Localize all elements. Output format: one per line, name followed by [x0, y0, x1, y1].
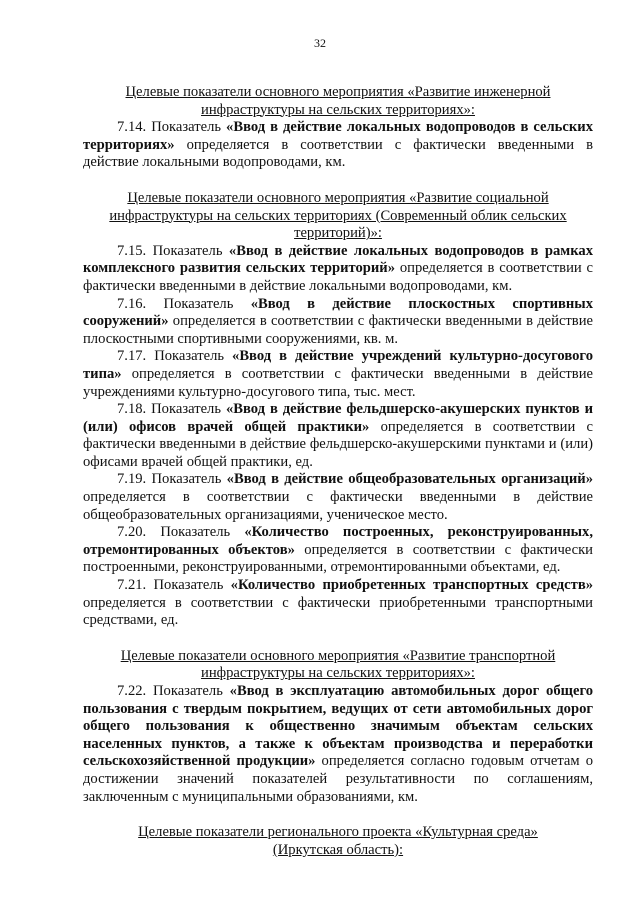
indicator-name: «Ввод в действие локальных водопроводов в рамках комплексного развития сельских территорий»	[83, 242, 593, 277]
indicator-paragraph	[83, 296, 593, 349]
indicator-paragraph	[83, 471, 593, 524]
heading-line: Целевые показатели основного мероприятия «Развитие транспортной	[120, 647, 556, 664]
indicator-lead: 7.22. Показатель	[117, 683, 230, 699]
section-engineering-infrastructure	[83, 84, 593, 172]
indicator-name: «Ввод в действие учреждений культурно-досугового типа»	[83, 348, 593, 382]
indicator-lead: 7.14. Показатель	[117, 119, 227, 136]
heading-line: инфраструктуры на сельских территориях (Современный облик сельских	[109, 207, 567, 224]
indicator-description: определяется в соответствии с фактически введенными в действие фельдшерско-акушерскими пунктами и (или) офисами врачей общей практики, ед.	[83, 418, 593, 470]
indicator-name: «Ввод в действие фельдшерско-акушерских пунктов и (или) офисов врачей общей практики»	[83, 401, 593, 435]
heading-line: (Иркутская область):	[272, 841, 404, 858]
indicator-description: определяется согласно годовым отчетам о достижении значений показателей результативности по соглашениям, заключенным с муниципальными образованиями, км.	[83, 753, 593, 805]
indicator-description: определяется в соответствии с фактически введенными в действие общеобразовательных организациями, ученическое место.	[83, 489, 593, 523]
indicator-lead: 7.19. Показатель	[117, 471, 227, 488]
indicator-description: определяется в соответствии с фактически введенными в действие плоскостными спортивными сооружениями, кв. м.	[83, 313, 593, 347]
indicator-lead: 7.17. Показатель	[117, 348, 233, 365]
section-transport-infrastructure	[83, 648, 593, 806]
indicator-paragraph	[83, 401, 593, 471]
indicator-paragraph	[83, 577, 593, 630]
indicator-name: «Количество приобретенных транспортных средств»	[230, 577, 593, 594]
heading-line: инфраструктуры на сельских территориях»:	[201, 665, 475, 682]
indicator-lead: 7.20. Показатель	[117, 524, 245, 541]
indicator-paragraph	[83, 524, 593, 577]
page-number: 32	[314, 36, 326, 50]
indicator-lead: 7.21. Показатель	[117, 577, 231, 594]
indicator-lead: 7.16. Показатель	[117, 295, 251, 312]
section-heading	[83, 648, 593, 683]
section-cultural-environment	[83, 824, 593, 859]
heading-line: Целевые показатели основного мероприятия «Развитие инженерной	[125, 84, 551, 100]
indicator-paragraph	[83, 683, 593, 806]
indicator-paragraph	[83, 348, 593, 401]
indicator-description: определяется в соответствии с фактически введенными в действие учреждениями культурно-досугового типа, тыс. мест.	[83, 365, 593, 400]
indicator-paragraph	[83, 243, 593, 296]
heading-line: Целевые показатели регионального проекта «Культурная среда»	[138, 824, 538, 841]
indicator-name: «Ввод в действие плоскостных спортивных сооружений»	[83, 295, 593, 330]
section-heading	[83, 824, 593, 859]
indicator-paragraph	[83, 119, 593, 172]
heading-line: Целевые показатели основного мероприятия «Развитие социальной	[127, 189, 549, 206]
indicator-lead: 7.18. Показатель	[117, 401, 226, 418]
section-heading	[83, 84, 593, 119]
indicator-name: «Ввод в действие общеобразовательных организаций»	[226, 471, 593, 488]
indicator-description: определяется в соответствии с фактически введенными в действие локальными водопроводами, км.	[83, 136, 593, 171]
indicator-name: «Количество построенных, реконструированных, отремонтированных объектов»	[83, 524, 593, 558]
indicator-lead: 7.15. Показатель	[117, 242, 229, 259]
indicator-name: «Ввод в действие локальных водопроводов в сельских территориях»	[83, 119, 593, 153]
heading-line: инфраструктуры на сельских территориях»:	[201, 101, 475, 118]
indicator-description: определяется в соответствии с фактически введенными в действие локальными водопроводами, км.	[83, 260, 593, 294]
section-social-infrastructure	[83, 190, 593, 630]
indicator-description: определяется в соответствии с фактически приобретенными транспортными средствами, ед.	[83, 594, 593, 629]
document-body	[83, 84, 593, 859]
indicator-description: определяется в соответствии с фактически построенными, реконструированными, отремонтированными объектами, ед.	[83, 541, 593, 576]
section-heading	[83, 190, 593, 243]
heading-line: территорий)»:	[294, 225, 382, 242]
indicator-name: «Ввод в эксплуатацию автомобильных дорог общего пользования с твердым покрытием, ведущих от сети автомобильных дорог общего пользования к общественно значимым объектам сельских населенных пунктов, а также к объектам производства и переработки сельскохозяйственной продукции»	[83, 683, 594, 770]
